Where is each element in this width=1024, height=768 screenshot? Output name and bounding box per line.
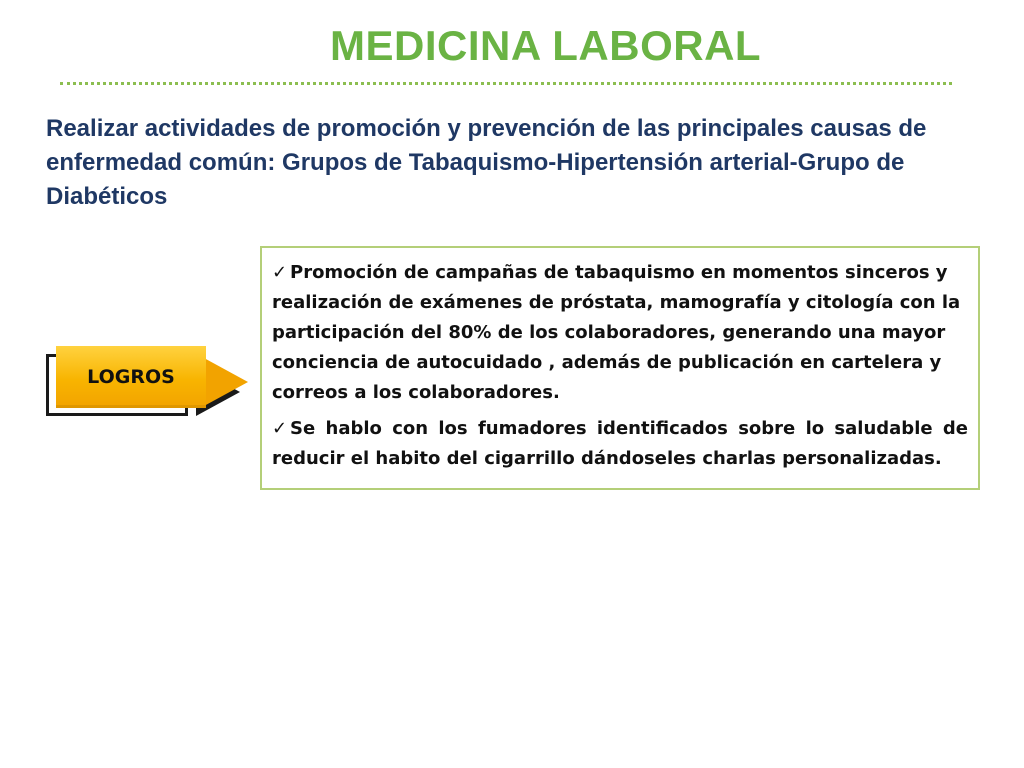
achievement-text: Promoción de campañas de tabaquismo en momentos sinceros y realización de exámenes de próstata, mamografía y citología con la participación del 80% de los colaboradores, generando una mayor conciencia de autocuidado , además de publicación en cartelera y correos a los colaboradores. [272,262,961,403]
achievements-box [260,246,980,490]
slide-subtitle: Realizar actividades de promoción y prevención de las principales causas de enfermedad común: Grupos de Tabaquismo-Hipertensión arterial-Grupo de Diabéticos [46,115,927,210]
logros-label: LOGROS [87,366,175,388]
checkmark-icon: ✓ [272,418,288,439]
logros-box [56,346,206,408]
achievement-item [272,258,968,408]
checkmark-icon: ✓ [272,262,288,283]
slide-title: MEDICINA LABORAL [330,22,762,69]
achievement-item [272,414,968,474]
logros-callout [46,344,256,424]
title-divider [60,82,952,85]
arrow-right-icon [204,358,248,406]
achievement-text: Se hablo con los fumadores identificados sobre lo saludable de reducir el habito del cigarrillo dándoseles charlas personalizadas. [272,418,968,469]
